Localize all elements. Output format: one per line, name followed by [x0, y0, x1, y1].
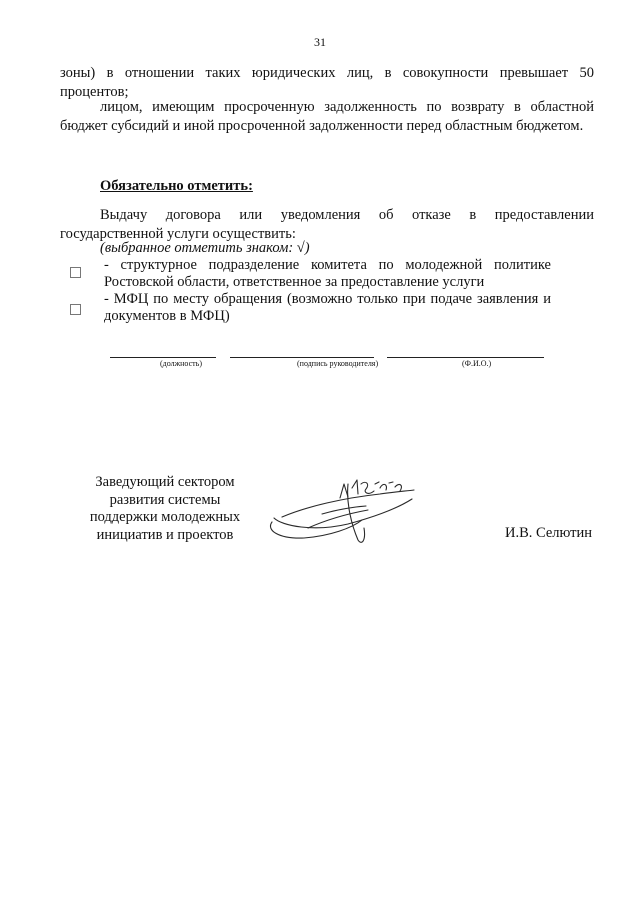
signer-position-line: поддержки молодежных [89, 509, 241, 525]
page-number: 31 [314, 35, 326, 49]
selection-hint: (выбранное отметить знаком: √) [100, 240, 310, 256]
position-caption: (должность) [160, 359, 202, 368]
position-signature-line [110, 357, 216, 358]
fullname-signature-line [387, 357, 544, 358]
paragraph-continuation: зоны) в отношении таких юридических лиц, в совокупности превышает 50 процентов; [60, 65, 594, 100]
option-mfc-label: - МФЦ по месту обращения (возможно только при подаче заявления и документов в МФЦ) [104, 291, 551, 324]
signer-name: И.В. Селютин [505, 525, 593, 541]
signer-position-line: развития системы [109, 491, 221, 508]
option-checkbox-committee[interactable] [70, 267, 81, 278]
signer-position-line: инициатив и проектов [96, 526, 234, 543]
signer-position-line: Заведующий сектором [95, 474, 235, 490]
signer-position [60, 474, 270, 544]
option-checkbox-mfc[interactable] [70, 304, 81, 315]
handwritten-signature [262, 470, 427, 550]
head-signature-caption: (подпись руководителя) [297, 359, 379, 368]
fullname-caption: (Ф.И.О.) [462, 359, 492, 368]
head-signature-line [230, 357, 374, 358]
paragraph-overdue-debt: лицом, имеющим просроченную задолженность по возврату в областной бюджет субсидий и иной просроченной задолженности перед областным бюджетом. [60, 99, 594, 134]
delivery-instruction: Выдачу договора или уведомления об отказе в предоставлении государственной услуги осуществить: [60, 207, 594, 242]
option-committee-label: - структурное подразделение комитета по молодежной политике Ростовской области, ответственное за предоставление услуги [104, 257, 551, 290]
section-heading: Обязательно отметить: [100, 178, 253, 194]
